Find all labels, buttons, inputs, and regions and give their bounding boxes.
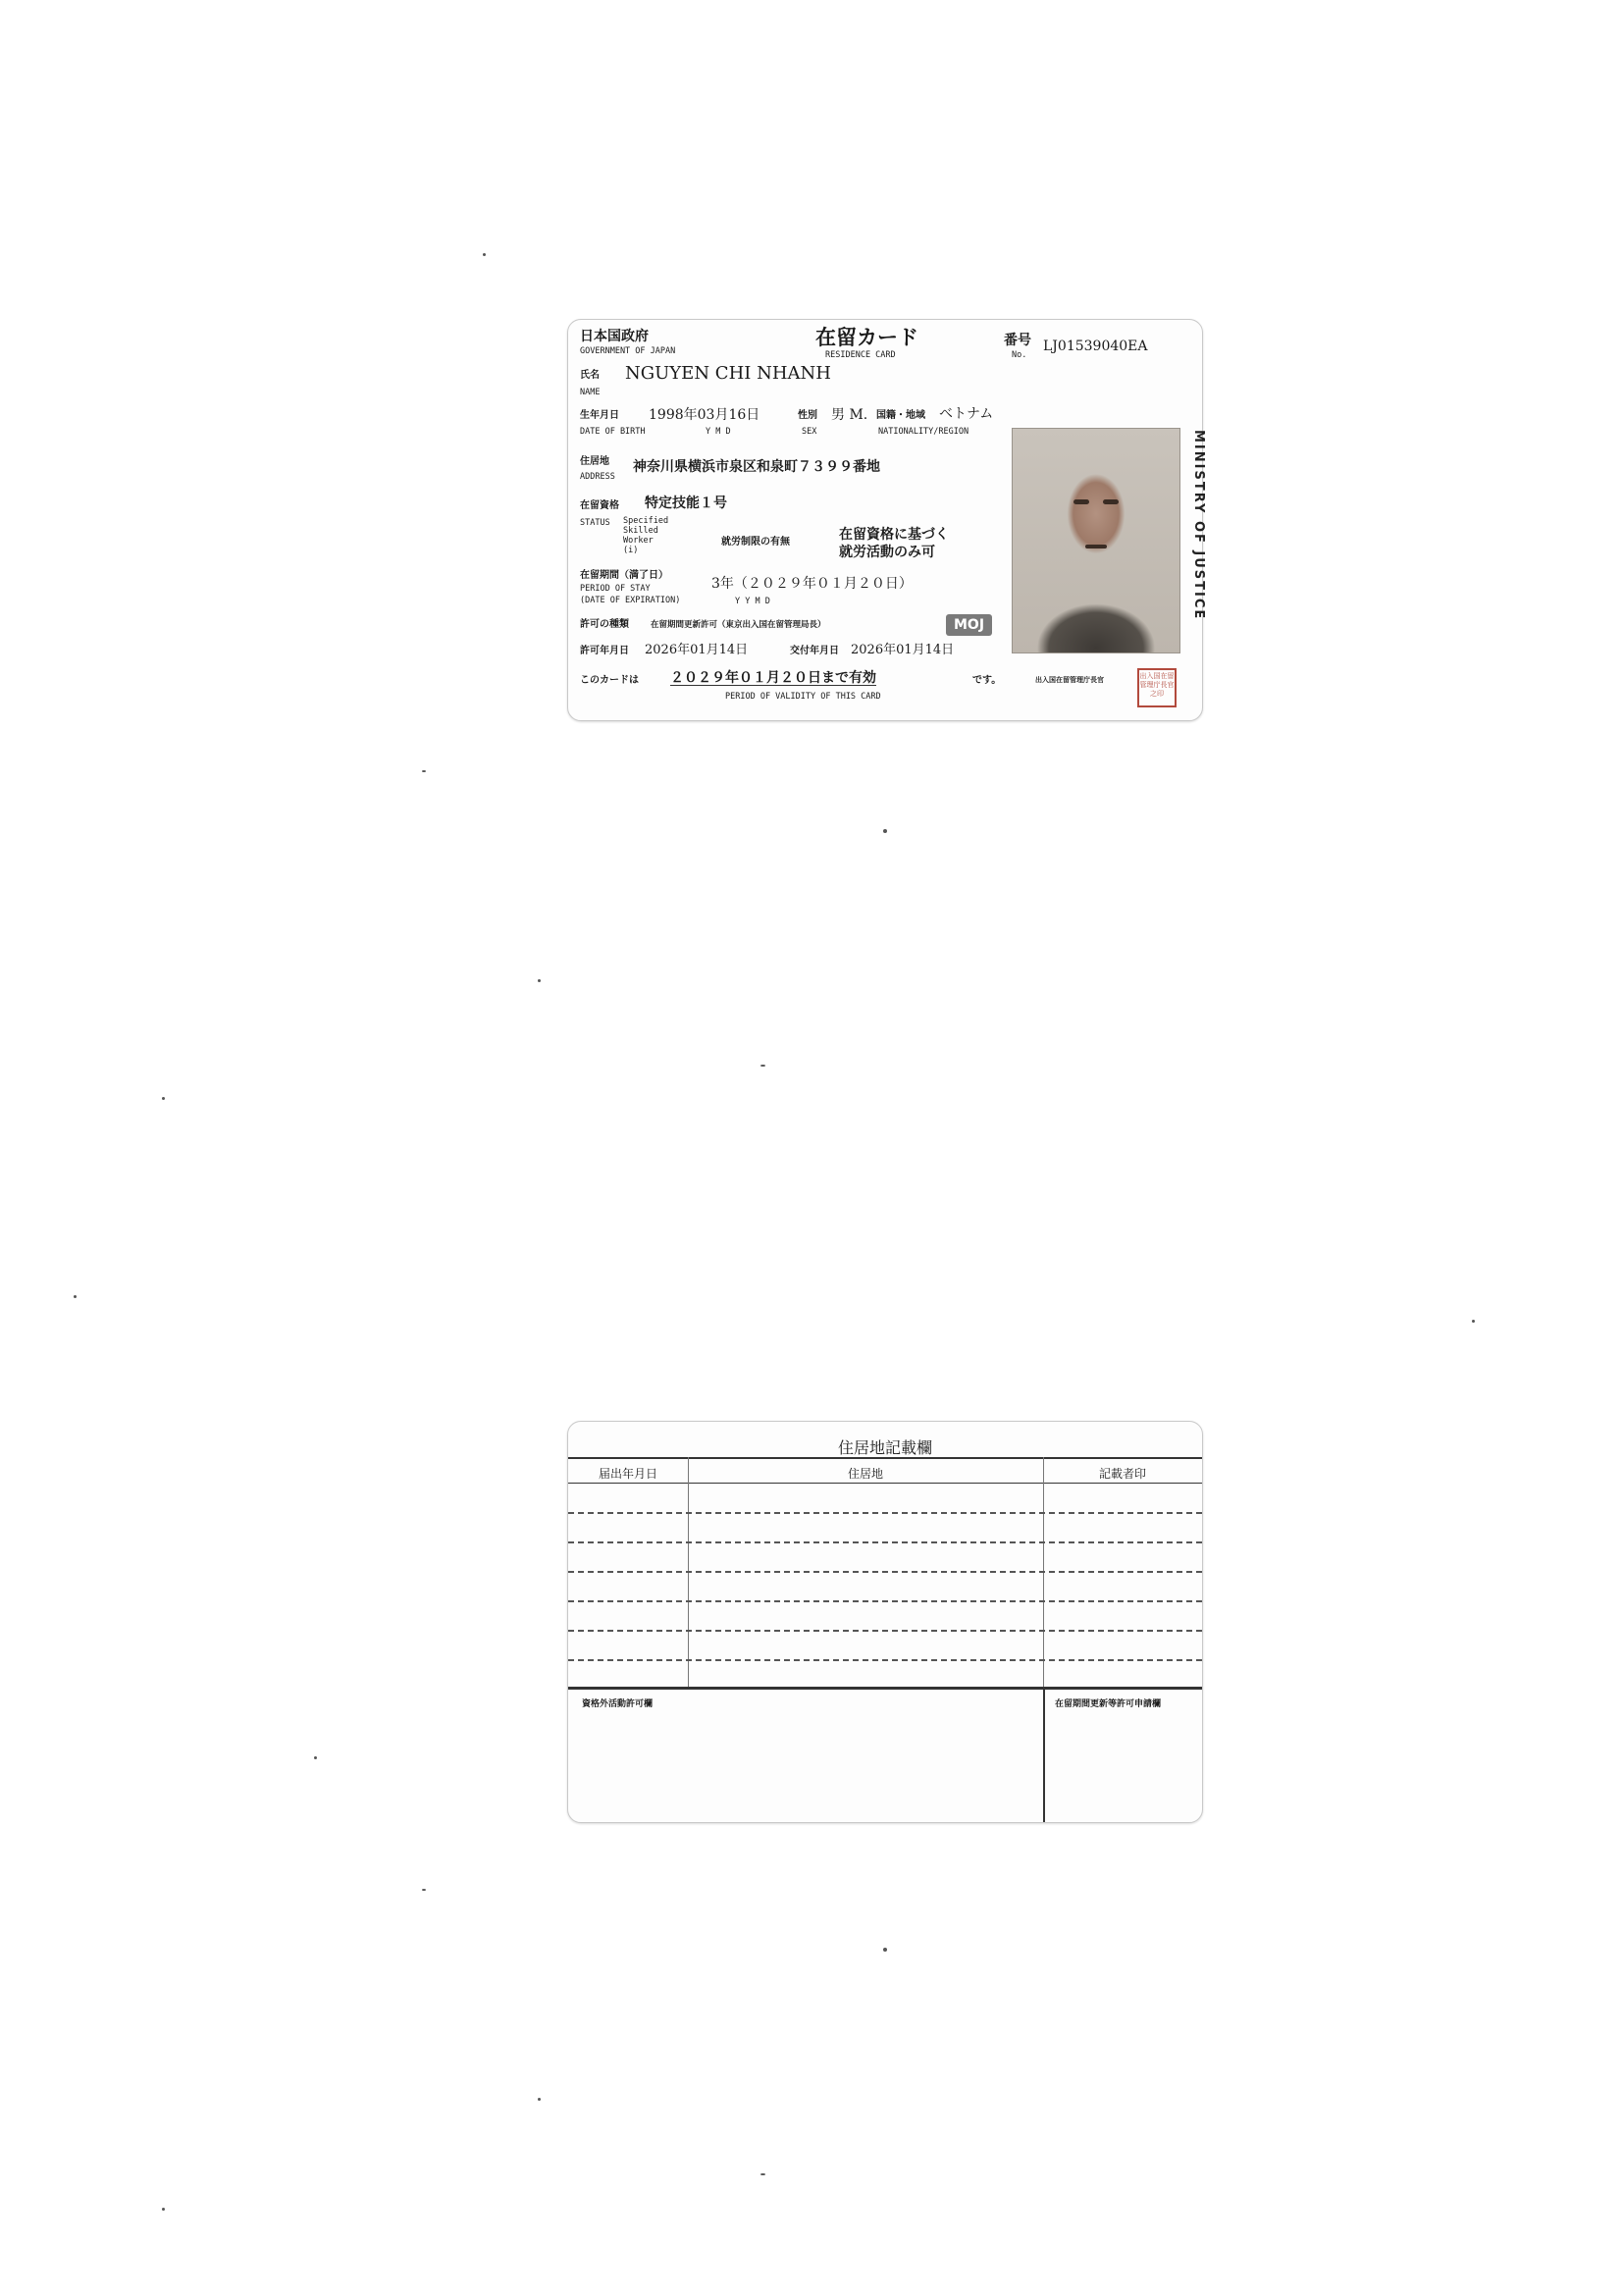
status-value: 特定技能１号 — [645, 496, 727, 511]
residence-card-back — [567, 1421, 1203, 1823]
box-left-label: 資格外活動許可欄 — [582, 1699, 654, 1709]
permit-type-label: 許可の種類 — [580, 619, 629, 630]
card-title-jp: 在留カード — [815, 326, 918, 349]
dob-ymd: Y M D — [706, 427, 731, 437]
work-restriction-label: 就労制限の有無 — [721, 537, 790, 548]
period-value: 3年（２０２９年０１月２０日） — [711, 576, 913, 592]
scan-speck — [538, 2098, 541, 2101]
period-label-en2: (DATE OF EXPIRATION) — [580, 596, 681, 605]
nationality-label-jp: 国籍・地域 — [876, 410, 925, 421]
validity-en: PERIOD OF VALIDITY OF THIS CARD — [725, 692, 881, 702]
scan-speck — [883, 829, 887, 833]
dob-label-en: DATE OF BIRTH — [580, 427, 646, 437]
holder-photo — [1012, 428, 1180, 653]
validity-value: ２０２９年０１月２０日まで有効 — [670, 670, 876, 686]
name-label-en: NAME — [580, 388, 601, 397]
work-restriction-1: 在留資格に基づく — [839, 527, 949, 543]
address-label-en: ADDRESS — [580, 472, 615, 482]
number-label-jp: 番号 — [1004, 333, 1031, 348]
issue-date-label: 交付年月日 — [790, 646, 839, 656]
issue-date-value: 2026年01月14日 — [851, 643, 955, 657]
header-bottom-rule — [568, 1483, 1202, 1484]
card-title-en: RESIDENCE CARD — [825, 350, 896, 360]
scan-speck — [538, 979, 541, 982]
row-line — [568, 1541, 1202, 1543]
period-label-jp: 在留期間（満了日） — [580, 570, 668, 581]
scan-speck — [422, 770, 426, 772]
status-label-jp: 在留資格 — [580, 500, 619, 511]
period-label-en: PERIOD OF STAY — [580, 584, 651, 594]
gov-en: GOVERNMENT OF JAPAN — [580, 346, 676, 356]
address-label-jp: 住居地 — [580, 456, 609, 467]
permit-type-value: 在留期間更新許可（東京出入国在留管理局長） — [651, 620, 826, 630]
section-rule — [568, 1687, 1202, 1690]
permit-date-label: 許可年月日 — [580, 646, 629, 656]
issuer: 出入国在留管理庁長官 — [1035, 676, 1104, 684]
status-label-en: STATUS — [580, 518, 610, 528]
scan-speck — [760, 1065, 765, 1067]
row-line — [568, 1571, 1202, 1573]
nationality-value: ベトナム — [939, 406, 994, 422]
dob-value: 1998年03月16日 — [649, 407, 760, 423]
scan-speck — [760, 2173, 765, 2175]
ministry-of-justice-text: MINISTRY OF JUSTICE — [1191, 430, 1206, 621]
col-date-header: 届出年月日 — [598, 1467, 657, 1481]
gov-jp: 日本国政府 — [580, 329, 649, 344]
row-line — [568, 1600, 1202, 1602]
col-seal-header: 記載者印 — [1098, 1467, 1146, 1481]
validity-suffix: です。 — [972, 675, 1002, 686]
box-right-label: 在留期間更新等許可申請欄 — [1055, 1699, 1162, 1709]
moj-hologram-mark: MOJ — [946, 614, 992, 636]
scan-speck — [314, 1756, 317, 1759]
box-divider — [1043, 1687, 1045, 1822]
nationality-label-en: NATIONALITY/REGION — [878, 427, 969, 437]
number-label-en: No. — [1012, 350, 1027, 360]
header-top-rule — [568, 1457, 1202, 1459]
back-title: 住居地記載欄 — [837, 1438, 932, 1457]
scan-speck — [1472, 1320, 1475, 1323]
period-ymd: Y Y M D — [735, 597, 770, 606]
card-number: LJ01539040EA — [1043, 339, 1148, 354]
dob-label-jp: 生年月日 — [580, 410, 619, 421]
work-restriction-2: 就労活動のみ可 — [839, 545, 935, 560]
holder-name: NGUYEN CHI NHANH — [625, 363, 831, 384]
sex-label-jp: 性別 — [798, 410, 817, 421]
scan-speck — [162, 1097, 165, 1100]
scan-speck — [162, 2208, 165, 2211]
col-address-header: 住居地 — [847, 1467, 883, 1481]
row-line — [568, 1659, 1202, 1661]
scan-speck — [883, 1948, 887, 1952]
scan-speck — [422, 1889, 426, 1891]
name-label-jp: 氏名 — [580, 370, 600, 381]
status-value-en: Specified Skilled Worker (i) — [623, 516, 669, 555]
row-line — [568, 1630, 1202, 1632]
address-value: 神奈川県横浜市泉区和泉町７３９９番地 — [633, 459, 880, 475]
row-line — [568, 1512, 1202, 1514]
residence-card-front — [567, 319, 1206, 721]
scan-speck — [483, 253, 486, 256]
sex-label-en: SEX — [802, 427, 817, 437]
scan-speck — [74, 1295, 77, 1298]
sex-value: 男 M. — [831, 407, 868, 423]
permit-date-value: 2026年01月14日 — [645, 643, 749, 657]
official-seal: 出入国在留管理庁長官之印 — [1137, 668, 1177, 707]
validity-prefix: このカードは — [580, 675, 639, 686]
